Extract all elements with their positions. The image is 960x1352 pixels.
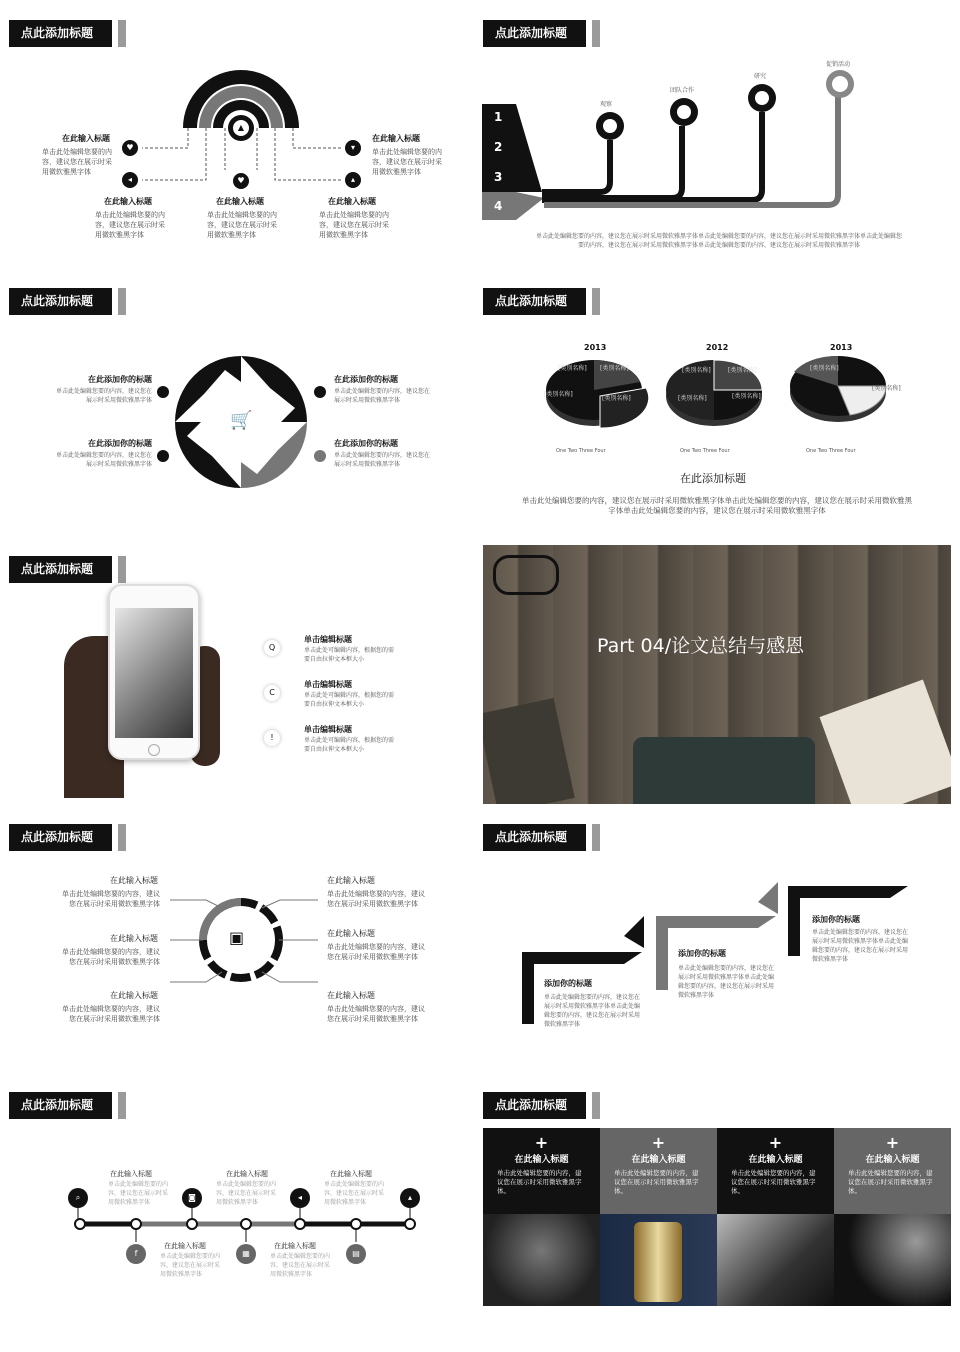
category-label: [类别名称] (544, 391, 573, 398)
legend: One Two Three Four (806, 448, 856, 454)
step-diagram (482, 0, 952, 262)
column-card (717, 1128, 834, 1214)
item-title: 在此输入标题 (62, 134, 110, 143)
item-title: 在此输入标题 (327, 991, 375, 1000)
step-label: 观察 (600, 101, 613, 108)
category-label: [类别名称] (558, 365, 587, 372)
column-text: 单击此处编辑您要的内容，建议您在展示时采用微软雅黑字体。 (848, 1169, 933, 1195)
step-label: 团队合作 (670, 87, 695, 94)
category-label: [类别名称] (600, 365, 629, 372)
step-number: 3 (494, 170, 503, 184)
body-text: 单击此处编辑您要的内容，建议您在展示时采用微软雅黑字体单击此处编辑您要的内容，建议您在展示时采用微软雅黑字体单击此处编辑您要的内容，建议您在展示时采用微软雅黑字体 (522, 496, 912, 515)
item-title: 在此输入标题 (110, 934, 158, 943)
category-label: [类别名称] (602, 395, 631, 402)
home-button (148, 744, 160, 756)
step-number: 4 (494, 199, 503, 213)
item-title: 在此输入标题 (330, 1170, 372, 1178)
item-text: 单击此处编辑您要的内容，建议您在展示时采用微软雅黑字体 (334, 452, 431, 468)
item-title: 在此输入标题 (274, 1242, 316, 1250)
item-text: 单击此处编辑您要的内容，建议您在展示时采用微软雅黑字体 (42, 148, 112, 176)
step-text: 单击此处编辑您要的内容，建议您在展示时采用微软雅黑字体单击此处编辑您要的内容，建议您在展示时采用微软雅黑字体 (678, 965, 775, 999)
can (634, 1222, 682, 1302)
step-title: 添加你的标题 (812, 915, 860, 924)
plus-icon: + (885, 1133, 900, 1152)
body-text: 单击此处编辑您要的内容，建议您在展示时采用微软雅黑字体单击此处编辑您要的内容，建议您在展示时采用微软雅黑字体单击此处编辑您要的内容，建议您在展示时采用微软雅黑字体单击此处编辑您要的内容，建议您在展示时采用微软雅黑字体 (535, 233, 902, 249)
flask-icon: ▲ (233, 120, 249, 136)
column-text: 单击此处编辑您要的内容，建议您在展示时采用微软雅黑字体。 (497, 1169, 582, 1195)
pie-charts (482, 268, 952, 530)
category-label: [类别名称] (810, 365, 839, 372)
step-number: 1 (494, 110, 503, 124)
calendar-icon: ▤ (346, 1244, 366, 1264)
item-title: 在此输入标题 (226, 1170, 268, 1178)
slide-4 (482, 268, 952, 530)
column-card (483, 1128, 600, 1214)
item-text: 单击此处编辑您要的内容，建议您在展示时采用微软雅黑字体 (324, 1181, 385, 1206)
item-title: 在此添加你的标题 (334, 439, 398, 448)
megaphone-icon: ◂ (290, 1188, 310, 1208)
step-text: 单击此处编辑您要的内容，建议您在展示时采用微软雅黑字体单击此处编辑您要的内容，建议您在展示时采用微软雅黑字体 (812, 929, 909, 963)
step-title: 添加你的标题 (678, 949, 726, 958)
thumbs-up-icon: ▴ (400, 1188, 420, 1208)
chart-year: 2013 (584, 343, 607, 352)
item-text: 单击此处编辑您要的内容，建议您在展示时采用微软雅黑字体 (95, 211, 165, 239)
item-text: 单击此处可编辑内容，根据您的需要自由拉伸文本框大小 (304, 737, 395, 753)
item-title: 单击编辑标题 (304, 680, 352, 689)
book-image (483, 698, 575, 807)
item-text: 单击此处编辑您要的内容，建议您在展示时采用微软雅黑字体 (216, 1181, 277, 1206)
slide-3 (0, 268, 470, 530)
column-text: 单击此处编辑您要的内容，建议您在展示时采用微软雅黑字体。 (731, 1169, 816, 1195)
item-title: 在此输入标题 (110, 876, 158, 885)
slide-1 (0, 0, 470, 262)
typewriter-image (633, 737, 815, 807)
slide-title: 点此添加标题 (9, 556, 112, 583)
photo-camera-man (483, 1214, 600, 1306)
item-text: 单击此处可编辑内容，根据您的需要自由拉伸文本框大小 (304, 647, 395, 663)
title-accent (592, 1092, 600, 1119)
item-title: 在此输入标题 (110, 1170, 152, 1178)
item-title: 在此添加你的标题 (88, 375, 152, 384)
step-label: 促销活动 (826, 61, 851, 68)
heart-icon: ♥ (233, 173, 249, 189)
thumbs-up-icon: ▴ (345, 172, 361, 188)
alert-icon: ! (264, 730, 280, 746)
photo-dancer (717, 1214, 834, 1306)
item-text: 单击此处编辑您要的内容，建议您在展示时采用微软雅黑字体 (270, 1253, 331, 1278)
item-text: 单击此处编辑您要的内容，建议您在展示时采用微软雅黑字体 (160, 1253, 221, 1278)
item-title: 在此输入标题 (216, 197, 264, 206)
plus-icon: + (768, 1133, 783, 1152)
phone-screen (115, 608, 193, 738)
item-text: 单击此处编辑您要的内容，建议您在展示时采用微软雅黑字体 (334, 388, 431, 404)
slide-title: 点此添加标题 (483, 1092, 586, 1119)
chart-year: 2013 (830, 343, 853, 352)
legend: One Two Three Four (680, 448, 730, 454)
slide-6 (483, 545, 951, 807)
step-label: 研究 (754, 73, 767, 80)
slide-title: 点此添加标题 (483, 288, 586, 315)
item-title: 在此输入标题 (164, 1242, 206, 1250)
camera-icon: ◙ (182, 1188, 202, 1208)
category-label: [类别名称] (678, 395, 707, 402)
photo-dance-stage (834, 1214, 951, 1306)
heart-icon: ♥ (122, 140, 138, 156)
item-text: 单击此处编辑您要的内容，建议您在展示时采用微软雅黑字体 (62, 1005, 160, 1023)
column-card (600, 1128, 717, 1214)
column-title: 在此输入标题 (514, 1155, 569, 1165)
trophy-icon: ▾ (345, 140, 361, 156)
slide-10 (482, 1072, 952, 1334)
search-icon: ⌕ (68, 1188, 88, 1208)
item-text: 单击此处编辑您要的内容，建议您在展示时采用微软雅黑字体 (319, 211, 389, 239)
slide-8 (482, 804, 952, 1066)
title-accent (118, 556, 126, 583)
item-text: 单击此处编辑您要的内容，建议您在展示时采用微软雅黑字体 (372, 148, 442, 176)
item-text: 单击此处编辑您要的内容，建议您在展示时采用微软雅黑字体 (55, 388, 152, 404)
item-title: 在此添加你的标题 (88, 439, 152, 448)
photo-beer-can (600, 1214, 717, 1306)
slide-2 (482, 0, 952, 262)
item-title: 在此输入标题 (372, 134, 420, 143)
item-text: 单击此处可编辑内容，根据您的需要自由拉伸文本框大小 (304, 692, 395, 708)
column-text: 单击此处编辑您要的内容，建议您在展示时采用微软雅黑字体。 (614, 1169, 699, 1195)
item-text: 单击此处编辑您要的内容，建议您在展示时采用微软雅黑字体 (108, 1181, 169, 1206)
section-heading: 在此添加标题 (680, 472, 746, 485)
slide-title: 点此添加标题 (9, 824, 112, 851)
item-text: 单击此处编辑您要的内容，建议您在展示时采用微软雅黑字体 (62, 890, 160, 908)
item-text: 单击此处编辑您要的内容，建议您在展示时采用微软雅黑字体 (327, 1005, 425, 1023)
megaphone-icon: ◂ (122, 172, 138, 188)
step-title: 添加你的标题 (544, 979, 592, 988)
item-text: 单击此处编辑您要的内容，建议您在展示时采用微软雅黑字体 (327, 890, 425, 908)
item-title: 在此输入标题 (327, 929, 375, 938)
category-label: [类别名称] (728, 367, 757, 374)
plus-icon: + (651, 1133, 666, 1152)
column-card (834, 1128, 951, 1214)
item-text: 单击此处编辑您要的内容，建议您在展示时采用微软雅黑字体 (62, 948, 160, 966)
column-title: 在此输入标题 (748, 1155, 803, 1165)
column-title: 在此输入标题 (865, 1155, 920, 1165)
plus-icon: + (534, 1133, 549, 1152)
slide-7 (0, 804, 470, 1066)
glasses-image (493, 555, 559, 595)
item-title: 在此输入标题 (328, 197, 376, 206)
step-text: 单击此处编辑您要的内容，建议您在展示时采用微软雅黑字体单击此处编辑您要的内容，建议您在展示时采用微软雅黑字体 (544, 994, 641, 1028)
item-title: 在此输入标题 (104, 197, 152, 206)
item-title: 在此输入标题 (110, 991, 158, 1000)
presentation-icon: ▣ (229, 928, 245, 947)
slide-9 (0, 1072, 470, 1334)
slide-title: 点此添加标题 (9, 1092, 112, 1119)
question-icon: Q (264, 640, 280, 656)
slide-title: 点此添加标题 (483, 20, 586, 47)
item-text: 单击此处编辑您要的内容，建议您在展示时采用微软雅黑字体 (327, 943, 425, 961)
category-label: [类别名称] (732, 393, 761, 400)
category-label: [类别名称] (872, 385, 901, 392)
item-title: 单击编辑标题 (304, 635, 352, 644)
chart-year: 2012 (706, 343, 729, 352)
phone-image (108, 584, 200, 760)
section-title: Part 04/论文总结与感恩 (597, 635, 805, 657)
film-icon: ▦ (236, 1244, 256, 1264)
slide-title: 点此添加标题 (9, 288, 112, 315)
legend: One Two Three Four (556, 448, 606, 454)
step-number: 2 (494, 140, 503, 154)
item-text: 单击此处编辑您要的内容，建议您在展示时采用微软雅黑字体 (207, 211, 277, 239)
chat-icon: C (264, 685, 280, 701)
facebook-icon: f (126, 1244, 146, 1264)
item-text: 单击此处编辑您要的内容，建议您在展示时采用微软雅黑字体 (55, 452, 152, 468)
category-label: [类别名称] (682, 367, 711, 374)
slide-5 (0, 536, 470, 798)
slide-title: 点此添加标题 (9, 20, 112, 47)
cart-icon: 🛒 (230, 410, 253, 431)
column-title: 在此输入标题 (631, 1155, 686, 1165)
notebook-image (820, 680, 951, 807)
item-title: 在此添加你的标题 (334, 375, 398, 384)
slide-title: 点此添加标题 (483, 824, 586, 851)
item-title: 在此输入标题 (327, 876, 375, 885)
item-title: 单击编辑标题 (304, 725, 352, 734)
